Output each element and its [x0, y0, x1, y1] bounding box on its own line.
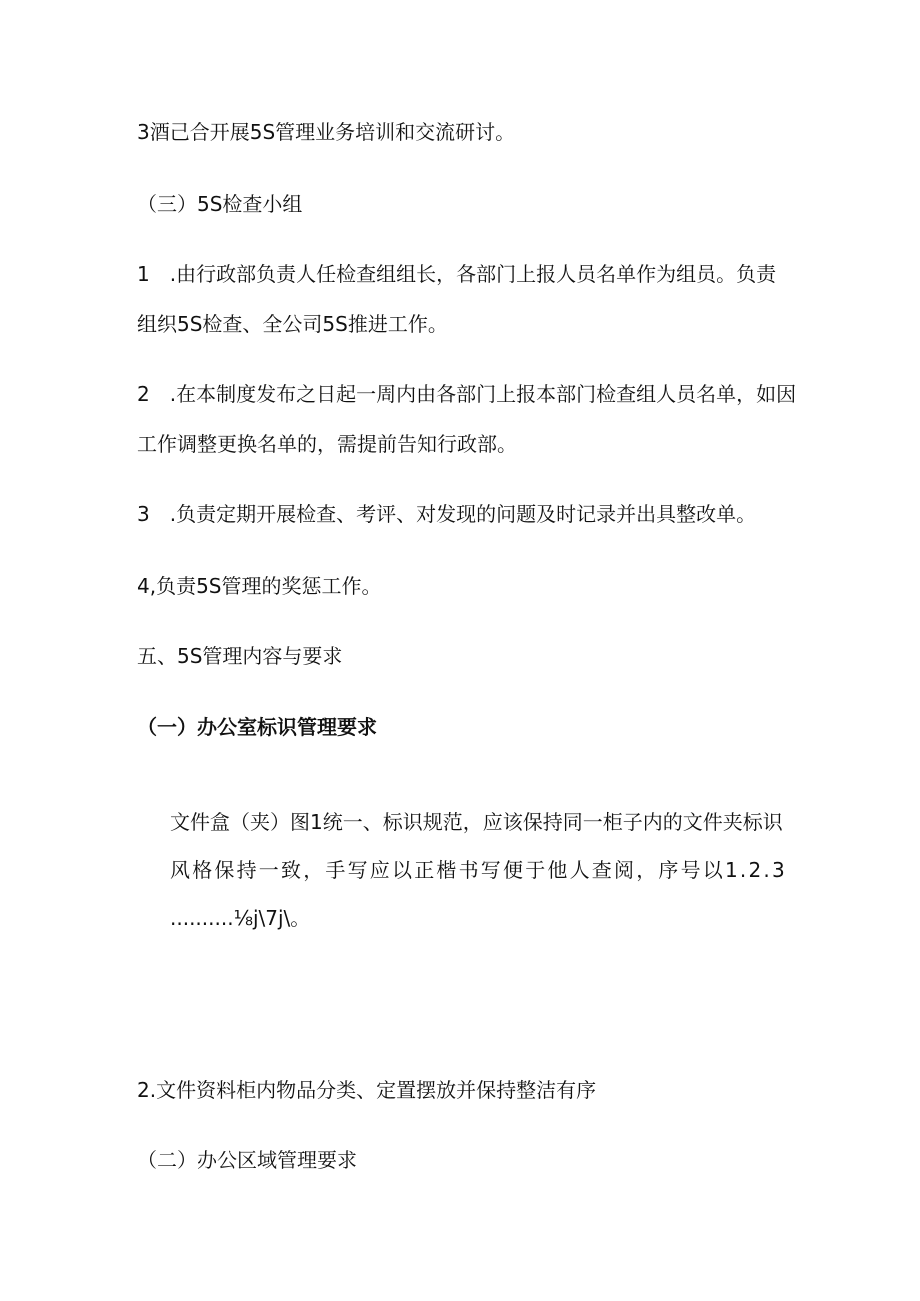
subsection-heading-office-labels: （一）办公室标识管理要求: [137, 715, 377, 739]
section-heading-5s-content: 五、5S管理内容与要求: [137, 644, 343, 668]
item-2-line-1: 2 .在本制度发布之日起一周内由各部门上报本部门检查组人员名单，如因: [137, 382, 797, 406]
file-box-paragraph-line-1: 文件盒（夹）图1统一、标识规范，应该保持同一柜子内的文件夹标识: [170, 810, 783, 834]
item-1-line-1: 1 .由行政部负责人任检查组组长，各部门上报人员名单作为组员。负责: [137, 262, 777, 286]
item-1-line-2: 组织5S检查、全公司5S推进工作。: [137, 312, 448, 336]
file-box-paragraph-line-2: 风格保持一致，手写应以正楷书写便于他人查阅，序号以1.2.3: [170, 858, 787, 882]
paragraph-training: 3酒己合开展5S管理业务培训和交流研讨。: [137, 120, 516, 144]
item-4: 4,负责5S管理的奖惩工作。: [137, 574, 382, 598]
item-2-file-cabinet: 2.文件资料柜内物品分类、定置摆放并保持整洁有序: [137, 1078, 597, 1102]
section-heading-inspection-group: （三）5S检查小组: [137, 192, 303, 216]
item-2-line-2: 工作调整更换名单的，需提前告知行政部。: [137, 432, 517, 456]
subsection-heading-office-area: （二）办公区域管理要求: [137, 1148, 357, 1172]
item-3: 3 .负责定期开展检查、考评、对发现的问题及时记录并出具整改单。: [137, 502, 757, 526]
file-box-paragraph-line-3: ..........⅛j\7j\。: [170, 906, 311, 930]
